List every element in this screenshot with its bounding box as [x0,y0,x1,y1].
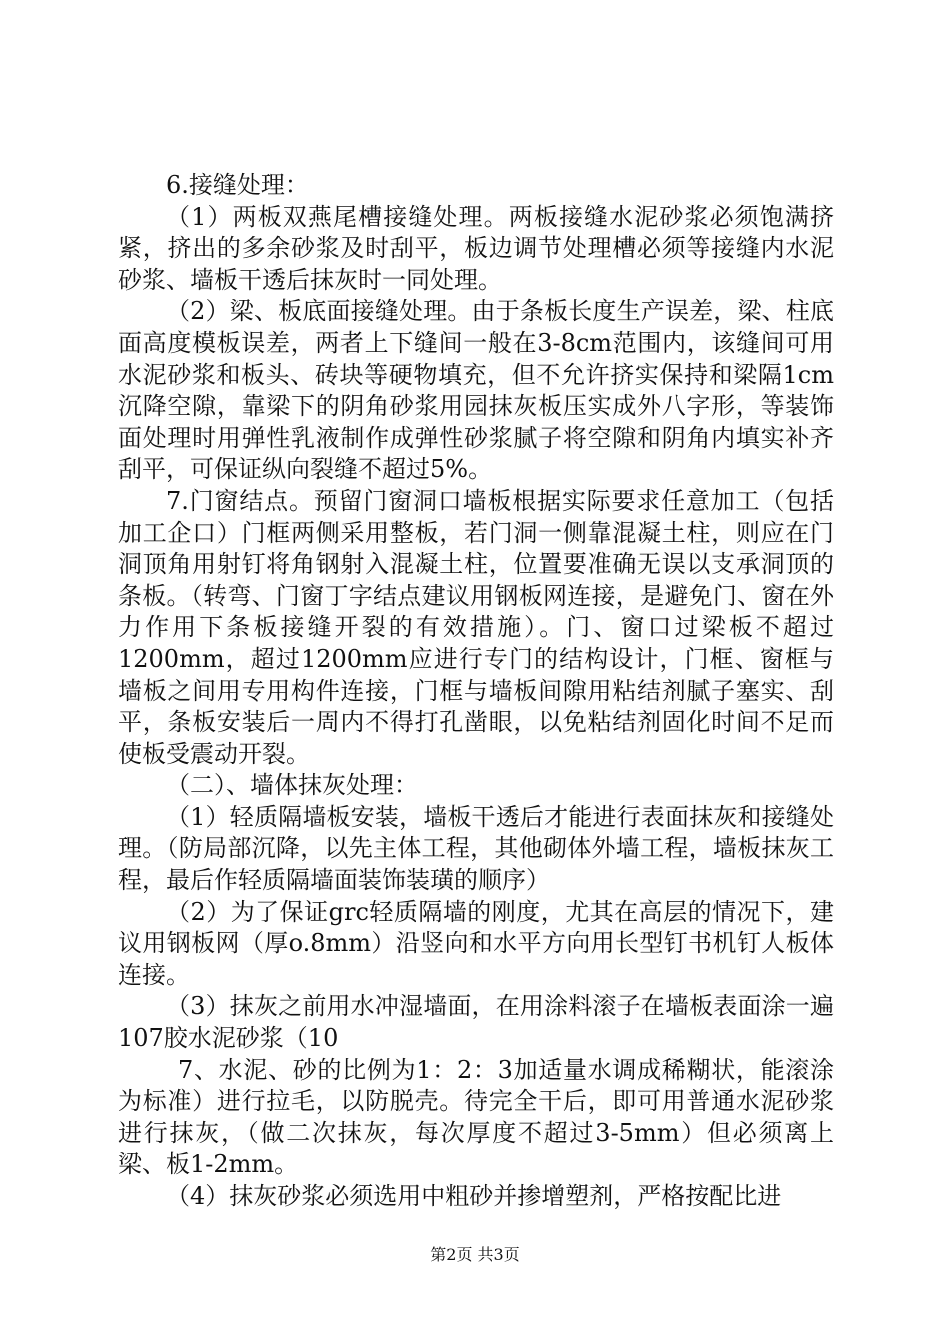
paragraph-dovetail-joint: （1）两板双燕尾槽接缝处理。两板接缝水泥砂浆必须饱满挤紧，挤出的多余砂浆及时刮平，板边调节处理槽必须等接缝内水泥砂浆、墙板干透后抹灰时一同处理。 [118,202,834,294]
paragraph-cement-ratio: 7、水泥、砂的比例为1：2：3加适量水调成稀糊状，能滚涂为标准）进行拉毛，以防脱壳。待完全干后，即可用普通水泥砂浆进行抹灰，（做二次抹灰，每次厚度不超过3-5mm）但必须离上梁、板1-2mm。 [118,1055,834,1179]
paragraph-plaster-step-3: （3）抹灰之前用水冲湿墙面，在用涂料滚子在墙板表面涂一遍107胶水泥砂浆（10 [118,992,834,1053]
paragraph-heading-joint-treatment: 6.接缝处理： [166,171,309,199]
paragraph-heading-plastering: （二）、墙体抹灰处理： [166,771,418,800]
paragraph-door-window-node: 7.门窗结点。预留门窗洞口墙板根据实际要求任意加工（包括加工企口）门框两侧采用整板，若门洞一侧靠混凝土柱，则应在门洞顶角用射钉将角钢射入混凝土柱，位置要准确无误以支承洞顶的条板。（转弯、门窗丁字结点建议用钢板网连接，是避免门、窗在外力作用下条板接缝开裂的有效措施）。门、窗口过梁板不超过1200mm，超过1200mm应进行专门的结构设计，门框、窗框与墙板之间用专用构件连接，门框与墙板间隙用粘结剂腻子塞实、刮平，条板安装后一周内不得打孔凿眼，以免粘结剂固化时间不足而使板受震动开裂。 [118,486,834,768]
paragraph-plaster-step-4: （4）抹灰砂浆必须选用中粗砂并掺增塑剂，严格按配比进 [166,1182,782,1210]
document-body [118,170,834,1213]
paragraph-plaster-step-2: （2）为了保证grc轻质隔墙的刚度，尤其在高层的情况下，建议用钢板网（厚o.8mm）沿竖向和水平方向用长型钉书机钉人板体连接。 [118,897,834,989]
paragraph-beam-slab-joint: （2）梁、板底面接缝处理。由于条板长度生产误差，梁、柱底面高度模板误差，两者上下缝间一般在3-8cm范围内，该缝间可用水泥砂浆和板头、砖块等硬物填充，但不允许挤实保持和梁隔1cm沉降空隙，靠梁下的阴角砂浆用园抹灰板压实成外八字形，等装饰面处理时用弹性乳液制作成弹性砂浆腻子将空隙和阴角内填实补齐刮平，可保证纵向裂缝不超过5%。 [118,297,834,484]
paragraph-plaster-step-1: （1）轻质隔墙板安装，墙板干透后才能进行表面抹灰和接缝处理。（防局部沉降，以先主体工程，其他砌体外墙工程，墙板抹灰工程，最后作轻质隔墙面装饰装璜的顺序） [118,802,834,895]
page-number-footer: 第2页 共3页 [430,1245,520,1264]
